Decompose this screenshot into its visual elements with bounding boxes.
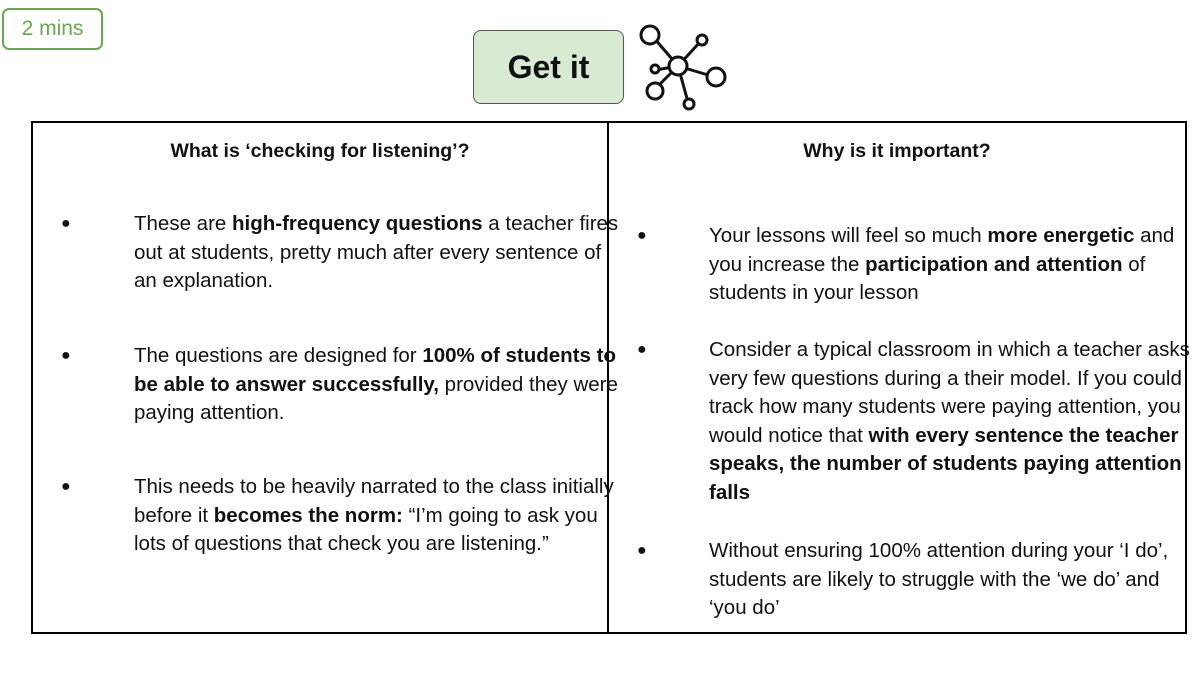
page-title [473, 30, 624, 104]
text-phrase: “I’m going to ask you lots of questions that check you are listening.” [134, 503, 598, 555]
bullet-dot-icon: ● [637, 542, 647, 559]
bullet-dot-icon: ● [61, 347, 71, 364]
time-badge [2, 8, 103, 50]
text-phrase: Consider a typical classroom in which a teacher asks very few questions during a their model. If you could track how many students were paying attention, you would notice that [709, 338, 1190, 447]
what-heading: What is ‘checking for listening’? [170, 140, 470, 162]
text-phrase: Without ensuring 100% attention during your ‘I do’, students are likely to struggle with the ‘we do’ and ‘you do’ [709, 539, 1169, 619]
bullet-dot-icon: ● [61, 478, 71, 495]
text-phrase: The questions are designed for [134, 344, 423, 367]
bullet-dot-icon: ● [61, 215, 71, 232]
bold-phrase: becomes the norm: [213, 503, 403, 527]
network-nodes-icon [636, 22, 730, 114]
bullet-text [709, 537, 1199, 623]
text-phrase: These are [134, 212, 232, 235]
why-column [609, 123, 1190, 632]
bold-phrase: participation and attention [865, 252, 1123, 276]
content-table [31, 121, 1190, 634]
bold-phrase: with every sentence the teacher speaks, the number of students paying attention falls [709, 423, 1182, 504]
text-phrase: of students in your lesson [709, 252, 1146, 304]
bullet-text [134, 473, 624, 559]
bullet-dot-icon: ● [637, 227, 647, 244]
text-phrase: a teacher fires out at students, pretty much after every sentence of an explanation. [134, 212, 619, 292]
why-heading: Why is it important? [803, 140, 991, 162]
text-phrase: This needs to be heavily narrated to the class initially before it [134, 475, 614, 527]
bold-phrase: more energetic [987, 224, 1135, 247]
bullet-text [709, 222, 1199, 308]
text-phrase: Your lessons will feel so much [709, 224, 988, 247]
bullet-text [134, 210, 624, 296]
bullet-dot-icon: ● [637, 341, 647, 358]
bullet-text [709, 336, 1199, 507]
text-phrase: and you increase the [709, 224, 1175, 276]
what-column [33, 123, 619, 632]
bullet-text [134, 342, 624, 428]
time-badge-label: 2 mins [21, 17, 84, 40]
text-phrase: provided they were paying attention. [134, 372, 618, 424]
page-title-label: Get it [507, 48, 590, 85]
bold-phrase: 100% of students to be able to answer successfully, [134, 344, 616, 396]
bold-phrase: high-frequency questions [232, 212, 483, 235]
